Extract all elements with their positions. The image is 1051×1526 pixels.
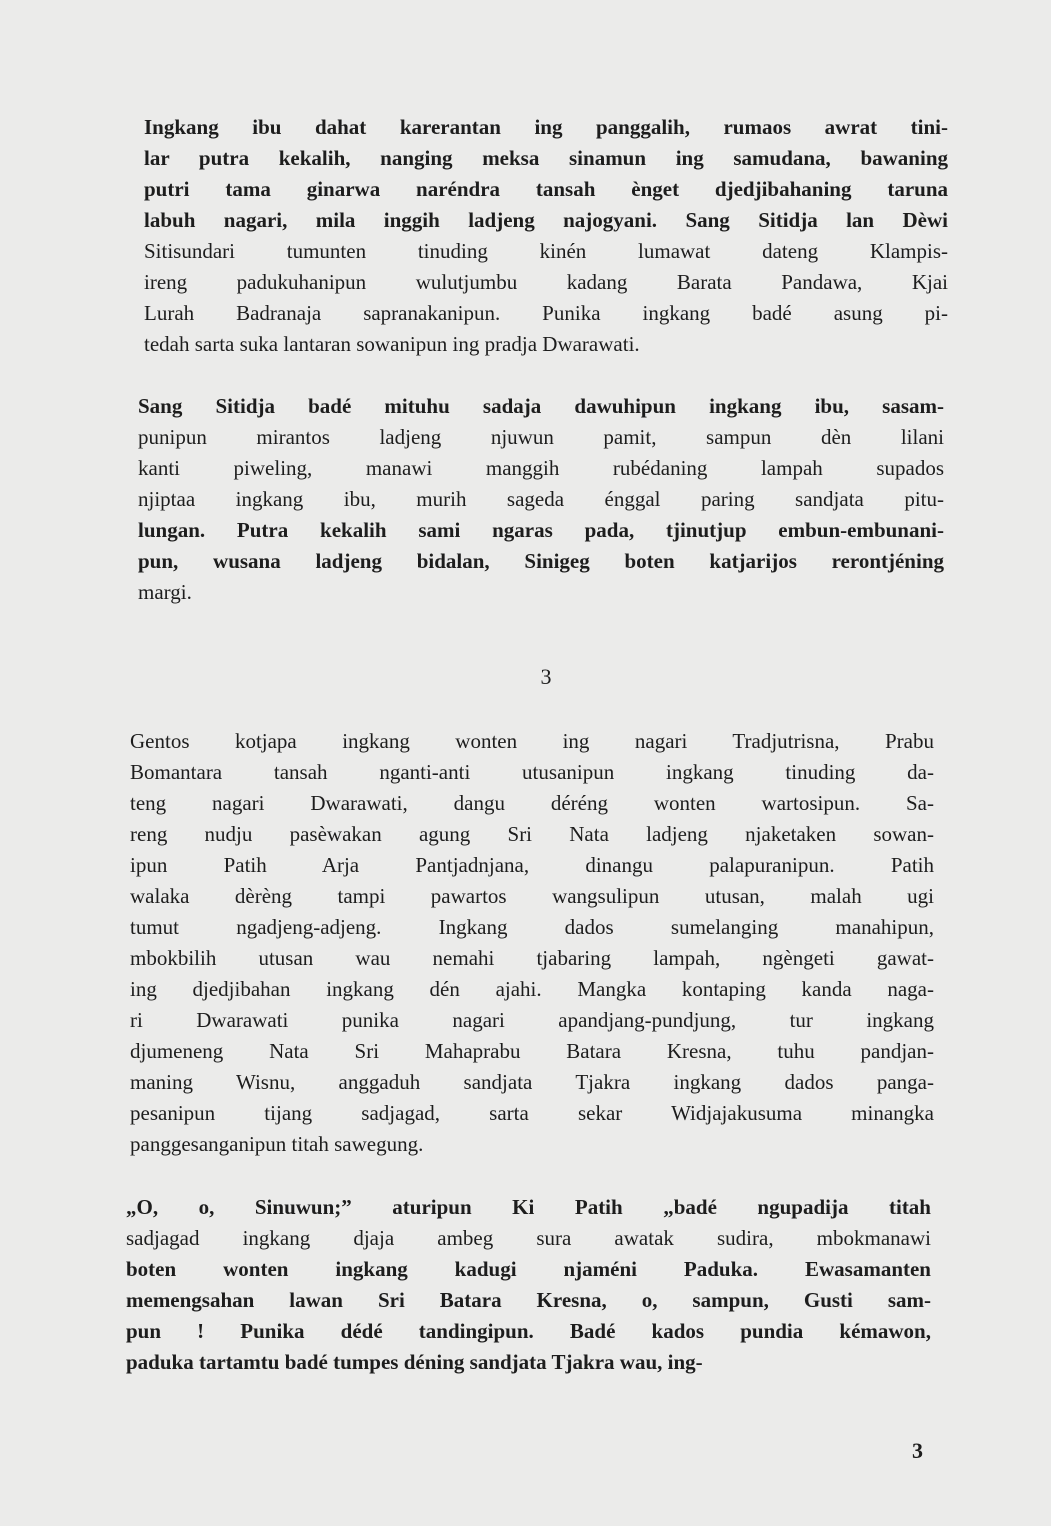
text-line: panggesanganipun titah sawegung. <box>130 1132 424 1156</box>
section-number: 3 <box>540 664 552 689</box>
text-line: ing djedjibahan ingkang dén ajahi. Mangka kontaping kanda naga- <box>130 977 934 1001</box>
text-line: tedah sarta suka lantaran sowanipun ing pradja Dwarawati. <box>144 332 640 356</box>
text-line: Sitisundari tumunten tinuding kinén lumawat dateng Klampis- <box>144 239 948 263</box>
text-line: lar putra kekalih, nanging meksa sinamun ing samudana, bawaning <box>144 146 948 170</box>
text-line: pun, wusana ladjeng bidalan, Sinigeg boten katjarijos rerontjéning <box>138 549 944 573</box>
paragraph-4 <box>126 1192 931 1378</box>
text-line: sadjagad ingkang djaja ambeg sura awatak sudira, mbokmanawi <box>126 1226 931 1250</box>
text-line: punipun mirantos ladjeng njuwun pamit, sampun dèn lilani <box>138 425 944 449</box>
text-line: ireng padukuhanipun wulutjumbu kadang Barata Pandawa, Kjai <box>144 270 948 294</box>
text-line: Sang Sitidja badé mituhu sadaja dawuhipun ingkang ibu, sasam- <box>138 394 944 418</box>
text-line: njiptaa ingkang ibu, murih sageda énggal paring sandjata pitu- <box>138 487 944 511</box>
text-line: walaka dèrèng tampi pawartos wangsulipun utusan, malah ugi <box>130 884 934 908</box>
text-line: ri Dwarawati punika nagari apandjang-pundjung, tur ingkang <box>130 1008 934 1032</box>
text-line: labuh nagari, mila inggih ladjeng najogyani. Sang Sitidja lan Dèwi <box>144 208 948 232</box>
text-line: tumut ngadjeng-adjeng. Ingkang dados sumelanging manahipun, <box>130 915 934 939</box>
paragraph-1 <box>144 112 948 360</box>
text-line: boten wonten ingkang kadugi njaméni Paduka. Ewasamanten <box>126 1257 931 1281</box>
text-line: teng nagari Dwarawati, dangu déréng wonten wartosipun. Sa- <box>130 791 934 815</box>
text-line: reng nudju pasèwakan agung Sri Nata ladjeng njaketaken sowan- <box>130 822 934 846</box>
text-line: paduka tartamtu badé tumpes déning sandjata Tjakra wau, ing- <box>126 1350 703 1374</box>
text-line: margi. <box>138 580 192 604</box>
paragraph-2 <box>138 391 944 608</box>
text-line: pun ! Punika dédé tandingipun. Badé kados pundia kémawon, <box>126 1319 931 1343</box>
text-line: Ingkang ibu dahat karerantan ing panggalih, rumaos awrat tini- <box>144 115 948 139</box>
text-line: lungan. Putra kekalih sami ngaras pada, tjinutjup embun-embunani- <box>138 518 944 542</box>
text-line: ipun Patih Arja Pantjadnjana, dinangu palapuranipun. Patih <box>130 853 934 877</box>
text-line: „O, o, Sinuwun;” aturipun Ki Patih „badé ngupadija titah <box>126 1195 931 1219</box>
text-line: kanti piweling, manawi manggih rubédaning lampah supados <box>138 456 944 480</box>
page-number: 3 <box>912 1438 923 1463</box>
text-line: Bomantara tansah nganti-anti utusanipun ingkang tinuding da- <box>130 760 934 784</box>
text-line: mbokbilih utusan wau nemahi tjabaring lampah, ngèngeti gawat- <box>130 946 934 970</box>
text-line: maning Wisnu, anggaduh sandjata Tjakra ingkang dados panga- <box>130 1070 934 1094</box>
text-line: putri tama ginarwa naréndra tansah ènget djedjibahaning taruna <box>144 177 948 201</box>
text-line: memengsahan lawan Sri Batara Kresna, o, sampun, Gusti sam- <box>126 1288 931 1312</box>
text-line: Lurah Badranaja sapranakanipun. Punika ingkang badé asung pi- <box>144 301 948 325</box>
text-line: Gentos kotjapa ingkang wonten ing nagari Tradjutrisna, Prabu <box>130 729 934 753</box>
paragraph-3 <box>130 726 934 1160</box>
text-line: djumeneng Nata Sri Mahaprabu Batara Kresna, tuhu pandjan- <box>130 1039 934 1063</box>
text-line: pesanipun tijang sadjagad, sarta sekar Widjajakusuma minangka <box>130 1101 934 1125</box>
